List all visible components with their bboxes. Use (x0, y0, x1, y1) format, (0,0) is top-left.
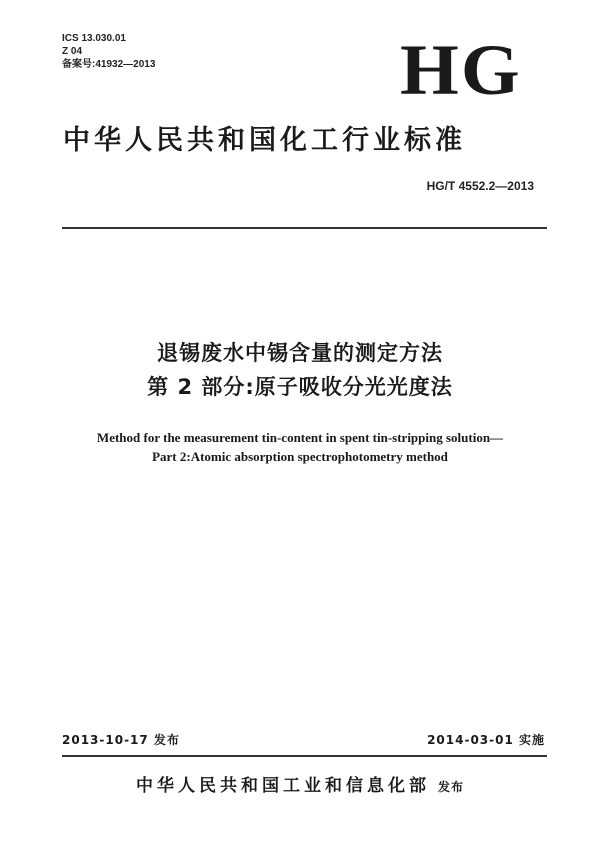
header-divider (62, 227, 547, 229)
ics-code: ICS 13.030.01 (62, 33, 126, 44)
classification-code: Z 04 (62, 46, 83, 57)
publisher-suffix: 发布 (437, 780, 464, 794)
document-title-cn-line2: 第 2 部分:原子吸收分光光度法 (147, 375, 453, 399)
filing-number: 备案号:41932—2013 (62, 59, 156, 70)
publisher-line (0, 775, 600, 798)
document-title-cn-line1: 退锡废水中锡含量的测定方法 (157, 341, 443, 365)
issue-date: 2013-10-17 发布 (62, 733, 180, 747)
document-title-en-line1: Method for the measurement tin-content in spent tin-stripping solution— (96, 430, 504, 445)
footer-divider (62, 755, 547, 757)
implementation-date: 2014-03-01 实施 (427, 733, 545, 747)
hg-logo: HG (400, 30, 522, 110)
publisher-name: 中华人民共和国工业和信息化部 (135, 776, 430, 796)
standard-category-title: 中华人民共和国化工行业标准 (63, 125, 466, 156)
standard-number: HG/T 4552.2—2013 (426, 179, 534, 193)
document-title-en-line2: Part 2:Atomic absorption spectrophotometry method (152, 449, 448, 464)
